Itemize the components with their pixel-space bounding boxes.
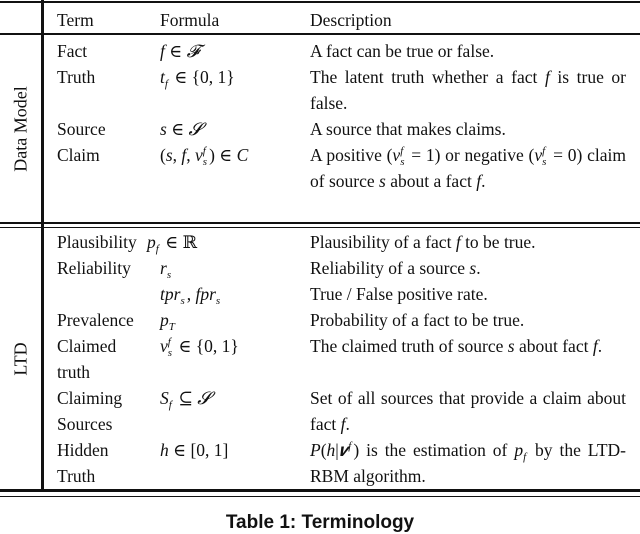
formula-cell	[160, 64, 310, 116]
description-cell	[310, 307, 626, 333]
math-segment: f	[340, 414, 346, 434]
term-cell: Reliability	[57, 258, 131, 278]
term-cell: Truth	[57, 67, 96, 87]
formula-cell	[160, 255, 310, 281]
subscript: f	[155, 242, 159, 255]
description-cell	[310, 229, 626, 255]
math-segment: = 1) or negative (	[406, 145, 535, 165]
script	[168, 337, 172, 359]
math-segment: ∈ ℝ	[160, 232, 198, 252]
math-segment: s	[160, 119, 167, 139]
math-segment: by the LTD-RBM algorithm.	[310, 440, 626, 486]
script	[203, 146, 207, 168]
script	[156, 233, 159, 255]
math-segment: about a fact	[385, 171, 477, 191]
subscript: T	[168, 320, 175, 333]
math-segment: f	[592, 336, 598, 356]
math-segment: ,	[186, 145, 196, 165]
script	[348, 441, 351, 463]
math-segment: p	[514, 440, 524, 460]
math-segment: ,	[172, 145, 182, 165]
math-segment: The latent truth whether a fact	[310, 67, 545, 87]
term-cell: Prevalence	[57, 310, 134, 330]
formula-cell	[160, 281, 310, 307]
math-segment: A fact can be true or false.	[310, 41, 495, 61]
table-row	[0, 333, 640, 385]
table-row	[0, 255, 640, 281]
subscript: s	[542, 155, 547, 168]
table-row	[0, 385, 640, 437]
math-segment: ) is the estimation of	[353, 440, 515, 460]
table-row	[0, 142, 640, 194]
term-cell: Fact	[57, 41, 88, 61]
math-segment: .	[597, 336, 603, 356]
script	[400, 146, 404, 168]
math-segment: 𝒗	[338, 440, 349, 460]
script	[167, 259, 171, 281]
math-segment: ,	[186, 284, 196, 304]
script	[165, 68, 168, 90]
subscript: s	[215, 294, 221, 307]
math-segment: = 0) claim of source	[310, 145, 626, 191]
math-segment: p	[147, 232, 156, 252]
subscript: s	[202, 155, 208, 168]
description-cell	[310, 255, 626, 281]
math-segment: Probability of a fact to be true.	[310, 310, 525, 330]
description-cell	[310, 142, 626, 194]
script	[169, 389, 172, 411]
table-row	[0, 116, 640, 142]
formula-cell	[160, 437, 310, 489]
table-row	[0, 281, 640, 307]
script	[542, 146, 546, 168]
formula-cell	[160, 307, 310, 333]
script	[523, 441, 526, 463]
table-row	[0, 437, 640, 489]
math-segment: p	[160, 310, 169, 330]
term-cell: Claimed truth	[57, 336, 117, 382]
math-segment: ∈	[164, 41, 187, 61]
group-label-text: LTD	[10, 341, 31, 376]
superscript: f	[167, 335, 171, 348]
math-segment: ∈	[166, 119, 189, 139]
math-segment: .	[481, 171, 486, 191]
description-cell	[310, 437, 626, 489]
math-segment: is true or false.	[310, 67, 626, 113]
description-cell	[310, 64, 626, 116]
math-segment: C	[236, 145, 249, 165]
bottom-rule-2	[0, 496, 640, 497]
math-segment: The claimed truth of source	[310, 336, 508, 356]
subscript: s	[167, 346, 173, 359]
script	[169, 311, 175, 333]
math-segment: s	[379, 171, 386, 191]
formula-cell	[160, 142, 310, 194]
math-segment: h	[326, 440, 336, 460]
math-segment: fpr	[195, 284, 216, 304]
math-segment: (	[320, 440, 327, 460]
description-cell	[310, 38, 626, 64]
description-cell	[310, 333, 626, 385]
table-caption: Table 1: Terminology	[225, 512, 415, 533]
math-segment: v	[392, 145, 401, 165]
math-segment: (	[160, 145, 166, 165]
term-cell: Claim	[57, 145, 100, 165]
superscript: f	[202, 144, 206, 157]
math-segment: v	[534, 145, 543, 165]
math-segment: s	[165, 145, 173, 165]
math-segment: h	[160, 440, 169, 460]
math-segment: f	[455, 232, 461, 252]
math-segment: 𝓢	[197, 388, 211, 408]
formula-cell	[160, 385, 310, 437]
math-segment: to be true.	[460, 232, 536, 252]
superscript: f	[542, 144, 546, 157]
formula-cell	[147, 229, 310, 255]
description-cell	[310, 385, 626, 437]
subscript: s	[400, 155, 405, 168]
term-cell: Plausibility	[57, 232, 137, 252]
bottom-rule-1	[0, 489, 640, 492]
script	[180, 285, 184, 307]
table-row	[0, 229, 640, 255]
math-segment: ∈ [0, 1]	[168, 440, 229, 460]
math-segment: ⊆	[173, 388, 198, 408]
table-header	[0, 7, 640, 33]
math-segment: True / False positive rate.	[310, 284, 488, 304]
formula-cell	[160, 38, 310, 64]
math-segment: Set of all sources that provide a claim about fact	[310, 388, 626, 434]
group-label-text: Data Model	[10, 85, 31, 172]
subscript: s	[180, 294, 185, 307]
math-segment: Plausibility of a fact	[310, 232, 456, 252]
description-cell	[310, 116, 626, 142]
math-segment: ∈ {0, 1}	[174, 336, 239, 356]
math-segment: 𝓕	[186, 41, 200, 61]
formula-cell	[160, 116, 310, 142]
section-data-model	[0, 34, 640, 194]
table-row	[0, 38, 640, 64]
math-segment: f	[476, 171, 482, 191]
term-cell: Hidden Truth	[57, 440, 109, 486]
table-row	[0, 64, 640, 116]
term-cell	[0, 281, 160, 307]
math-segment: Reliability of a source	[310, 258, 470, 278]
math-segment: |	[335, 440, 339, 460]
math-segment: t	[160, 67, 165, 87]
subscript: f	[523, 450, 527, 463]
subscript: f	[168, 398, 172, 411]
math-segment: P	[310, 440, 321, 460]
math-segment: ) ∈	[209, 145, 237, 165]
subscript	[348, 452, 351, 463]
math-segment: A source that makes claims.	[310, 119, 506, 139]
math-segment: .	[345, 414, 350, 434]
math-segment: s	[469, 258, 477, 278]
superscript: f	[400, 144, 404, 157]
superscript: f	[348, 439, 352, 452]
math-segment: .	[476, 258, 481, 278]
script	[216, 285, 220, 307]
term-cell: Source	[57, 119, 106, 139]
math-segment: f	[181, 145, 187, 165]
description-cell	[310, 281, 626, 307]
math-segment: ∈ {0, 1}	[169, 67, 235, 87]
math-segment: f	[160, 41, 165, 61]
section-ltd	[0, 225, 640, 489]
math-segment: v	[195, 145, 203, 165]
subscript: f	[164, 77, 168, 90]
math-segment: tpr	[160, 284, 181, 304]
header-term: Term	[57, 10, 94, 30]
math-segment: r	[160, 258, 167, 278]
math-segment: A positive (	[310, 145, 393, 165]
top-rule	[0, 1, 640, 3]
math-segment: 𝓢	[188, 119, 203, 139]
header-description: Description	[310, 10, 392, 30]
formula-cell	[160, 333, 310, 385]
math-segment: S	[160, 388, 169, 408]
header-formula: Formula	[160, 10, 220, 30]
term-cell: Claiming Sources	[57, 388, 123, 434]
math-segment: f	[544, 67, 550, 87]
table-row	[0, 307, 640, 333]
math-segment: s	[507, 336, 515, 356]
math-segment: about fact	[514, 336, 593, 356]
section-rule-top	[0, 222, 640, 224]
subscript: s	[166, 268, 172, 281]
math-segment: v	[160, 336, 168, 356]
